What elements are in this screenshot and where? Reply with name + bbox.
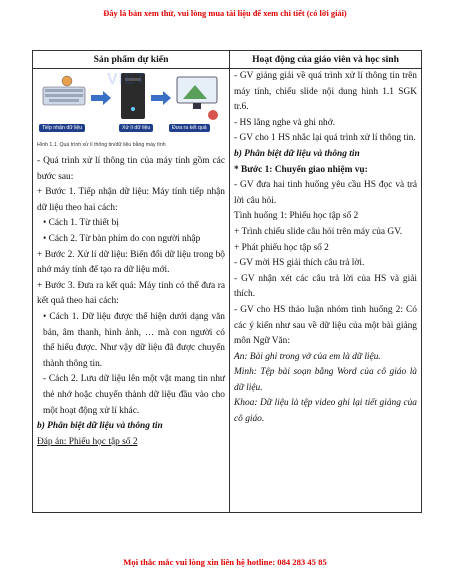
- left-subheading: b) Phân biệt dữ liệu và thông tin: [37, 421, 163, 432]
- label-input: Tiếp nhận dữ liệu: [39, 124, 85, 132]
- label-process: Xử lí dữ liệu: [119, 124, 153, 132]
- header-right: Hoạt động của giáo viên và học sinh: [230, 51, 422, 69]
- right-line: - GV đưa hai tình huống yêu cầu HS đọc và trả lời câu hỏi.: [234, 180, 417, 206]
- table-header-row: [33, 51, 422, 69]
- arrow-icon: [91, 91, 111, 105]
- header-left: Sản phẩm dự kiến: [33, 51, 230, 69]
- left-cell: [33, 69, 230, 513]
- left-content: [33, 152, 229, 450]
- right-line: - GV cho 1 HS nhắc lại quá trình xử lí thông tin.: [234, 133, 416, 144]
- right-line: + Trình chiếu slide câu hỏi trên máy của GV.: [234, 226, 403, 237]
- right-quote: Minh: Tệp bài soạn bằng Word của cô giáo là dữ liệu.: [234, 367, 417, 393]
- lesson-table: [32, 50, 422, 513]
- right-line: - HS lắng nghe và ghi nhớ.: [234, 117, 336, 128]
- right-cell: [230, 69, 422, 513]
- right-line: + Phát phiếu học tập số 2: [234, 242, 329, 253]
- label-output: Đưa ra kết quả: [169, 124, 210, 132]
- right-content: [230, 69, 421, 428]
- left-line: + Bước 1. Tiếp nhận dữ liệu: Máy tính tiếp nhận dữ liệu theo hai cách:: [37, 187, 225, 213]
- person-icon: [62, 76, 72, 86]
- left-line: • Cách 1. Từ thiết bị: [43, 218, 119, 229]
- right-line: - GV giảng giải về quá trình xử lí thông tin trên máy tính, chiếu slide nội dung hình 1.1 SGK tr.6.: [234, 71, 417, 113]
- right-line: - GV nhận xét các câu trả lời của HS và giải thích.: [234, 273, 417, 300]
- figure-caption: Hình 1.1. Quá trình xử lí thông tin/dữ liệu bằng máy tính: [37, 142, 166, 148]
- watermark-text: VIET: [107, 71, 147, 88]
- left-line: • Cách 1. Dữ liệu được thể hiện dưới dạng văn bản, âm thanh, hình ảnh, … mà con người có thể hiểu được. Như vậy dữ liệu đã được chuyển thành thông tin.: [43, 311, 225, 369]
- person-icon: [208, 110, 218, 120]
- right-line: - GV cho HS thảo luận nhóm tình huống 2: Có các ý kiến như sau về dữ liệu của một bài giảng môn Ngữ Văn:: [234, 304, 417, 347]
- right-line: - GV mời HS giải thích câu trả lời.: [234, 258, 365, 269]
- right-line: Tình huống 1: Phiếu học tập số 2: [234, 211, 359, 222]
- right-step-heading: * Bước 1: Chuyển giao nhiệm vụ:: [234, 164, 368, 175]
- right-quote: An: Bài ghi trong vở của em là dữ liệu.: [234, 351, 381, 362]
- left-line: - Quá trình xử lí thông tin của máy tính gồm các bước sau:: [37, 156, 225, 182]
- right-quote: Khoa: Dữ liệu là tệp video ghi lại tiết giảng của cô giáo.: [234, 398, 417, 425]
- left-answer: Đáp án: Phiếu học tập số 2: [37, 436, 138, 447]
- process-figure: [37, 69, 225, 152]
- table-body-row: [33, 69, 422, 513]
- right-subheading: b) Phân biệt dữ liệu và thông tin: [234, 148, 360, 159]
- arrow-icon: [151, 91, 171, 105]
- left-line: • Cách 2. Từ bàn phím do con người nhập: [43, 233, 201, 244]
- left-line: + Bước 2. Xử lí dữ liệu: Biến đổi dữ liệu trong bộ nhớ máy tính để tạo ra dữ liệu mới.: [37, 249, 225, 276]
- banner-bottom: Mọi thắc mắc vui lòng xin liên hệ hotline: 084 283 45 85: [123, 557, 327, 567]
- banner-top: Đây là bản xem thử, vui lòng mua tài liệu để xem chi tiết (có lời giải): [103, 9, 347, 18]
- left-line: - Cách 2. Lưu dữ liệu lên một vật mang tin như thẻ nhớ hoặc chuyển thành dữ liệu đầu vào cho một hoạt động xử lí khác.: [43, 374, 225, 416]
- left-line: + Bước 3. Đưa ra kết quả: Máy tính có thể đưa ra kết quả theo hai cách:: [37, 280, 225, 307]
